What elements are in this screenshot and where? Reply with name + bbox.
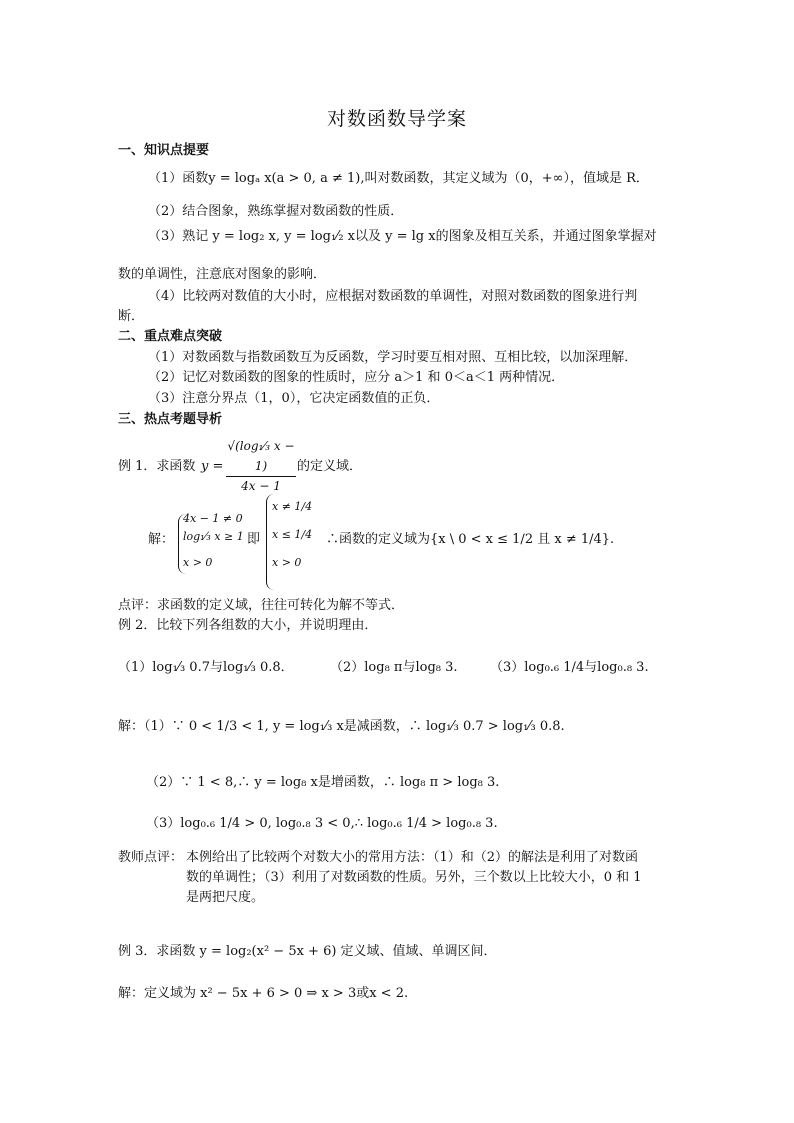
s1-paragraph-1: （1）函数y = logₐ x(a > 0, a ≠ 1),叫对数函数，其定义域为（0，+∞），值域是 R． [148, 171, 649, 186]
section-heading-3: 三、热点考题导析 [118, 412, 223, 427]
section-heading-2: 二、重点难点突破 [118, 329, 223, 344]
example-2-q3: （3）log₀.₆ 1/4与log₀.₈ 3. [490, 660, 649, 675]
s1-paragraph-3b: 数的单调性，注意底对图象的影响． [118, 267, 327, 282]
teacher-comment-line-3: 是两把尺度。 [186, 890, 265, 905]
example-3-label: 例 3．求函数 y = log₂(x² − 5x + 6) 定义域、值域、单调区间． [118, 944, 497, 959]
example-2-q1: （1）log₁⁄₃ 0.7与log₁⁄₃ 0.8． [118, 660, 294, 675]
system-1-eq-2: log₁⁄₃ x ≥ 1 [183, 530, 244, 543]
example-2-q2: （2）log₈ π与log₈ 3. [330, 660, 458, 675]
example-1-numerator: √(log₁⁄₃ x − 1) [226, 436, 296, 477]
system-1-eq-3: x > 0 [183, 556, 213, 569]
s1-paragraph-2: （2）结合图象，熟练掌握对数函数的性质． [148, 204, 404, 219]
example-3-solution: 解：定义域为 x² − 5x + 6 > 0 ⇒ x > 3或x < 2. [118, 986, 409, 1001]
s1-paragraph-4b: 断． [118, 309, 145, 324]
example-1-func: y = [201, 459, 224, 474]
example-2-label: 例 2．比较下列各组数的大小，并说明理由． [118, 618, 378, 633]
system-2-eq-3: x > 0 [272, 556, 302, 569]
system-2-eq-1: x ≠ 1/4 [272, 500, 313, 513]
section-heading-1: 一、知识点提要 [118, 143, 210, 158]
example-1-suffix: 的定义域． [297, 459, 363, 474]
page-title: 对数函数导学案 [326, 108, 467, 130]
example-1-ji: 即 [247, 532, 261, 547]
s2-paragraph-3: （3）注意分界点（1，0），它决定函数值的正负． [148, 391, 440, 406]
example-2-solution-3: （3）log₀.₆ 1/4 > 0, log₀.₈ 3 < 0,∴ log₀.₆ 1/4 > log₀.₈ 3. [146, 816, 498, 831]
system-1-eq-1: 4x − 1 ≠ 0 [183, 512, 243, 525]
example-2-solution-2: （2）∵ 1 < 8,∴ y = log₈ x是增函数，∴ log₈ π > log₈ 3. [146, 775, 500, 790]
comment-1: 点评：求函数的定义域，往往可转化为解不等式． [118, 598, 405, 613]
s1-paragraph-3a: （3）熟记 y = log₂ x, y = log₁⁄₂ x以及 y = lg x的图象及相互关系，并通过图象掌握对 [148, 229, 657, 244]
example-1-solution-label: 解： [148, 532, 175, 547]
system-2-eq-2: x ≤ 1/4 [272, 528, 313, 541]
example-1-conclusion: ∴函数的定义域为{x \ 0 < x ≤ 1/2 且 x ≠ 1/4}. [326, 532, 615, 547]
teacher-comment-line-1: 本例给出了比较两个对数大小的常用方法：（1）和（2）的解法是利用了对数函 [186, 850, 639, 865]
teacher-comment-line-2: 数的单调性；（3）利用了对数函数的性质。另外，三个数以上比较大小，0 和 1 [186, 870, 642, 885]
s2-paragraph-2: （2）记忆对数函数的图象的性质时，应分 a＞1 和 0＜a＜1 两种情况． [148, 370, 565, 385]
example-1-denominator: 4x − 1 [241, 479, 281, 493]
s2-paragraph-1: （1）对数函数与指数函数互为反函数，学习时要互相对照、互相比较，以加深理解． [148, 350, 638, 365]
example-2-solution-1: 解：（1）∵ 0 < 1/3 < 1, y = log₁⁄₃ x是减函数，∴ log₁⁄₃ 0.7 > log₁⁄₃ 0.8. [118, 719, 565, 734]
example-1-label: 例 1．求函数 [118, 459, 196, 474]
example-1-fraction [226, 436, 296, 495]
teacher-comment-label: 教师点评： [118, 850, 184, 865]
s1-paragraph-4a: （4）比较两对数值的大小时，应根据对数函数的单调性，对照对数函数的图象进行判 [148, 289, 638, 304]
